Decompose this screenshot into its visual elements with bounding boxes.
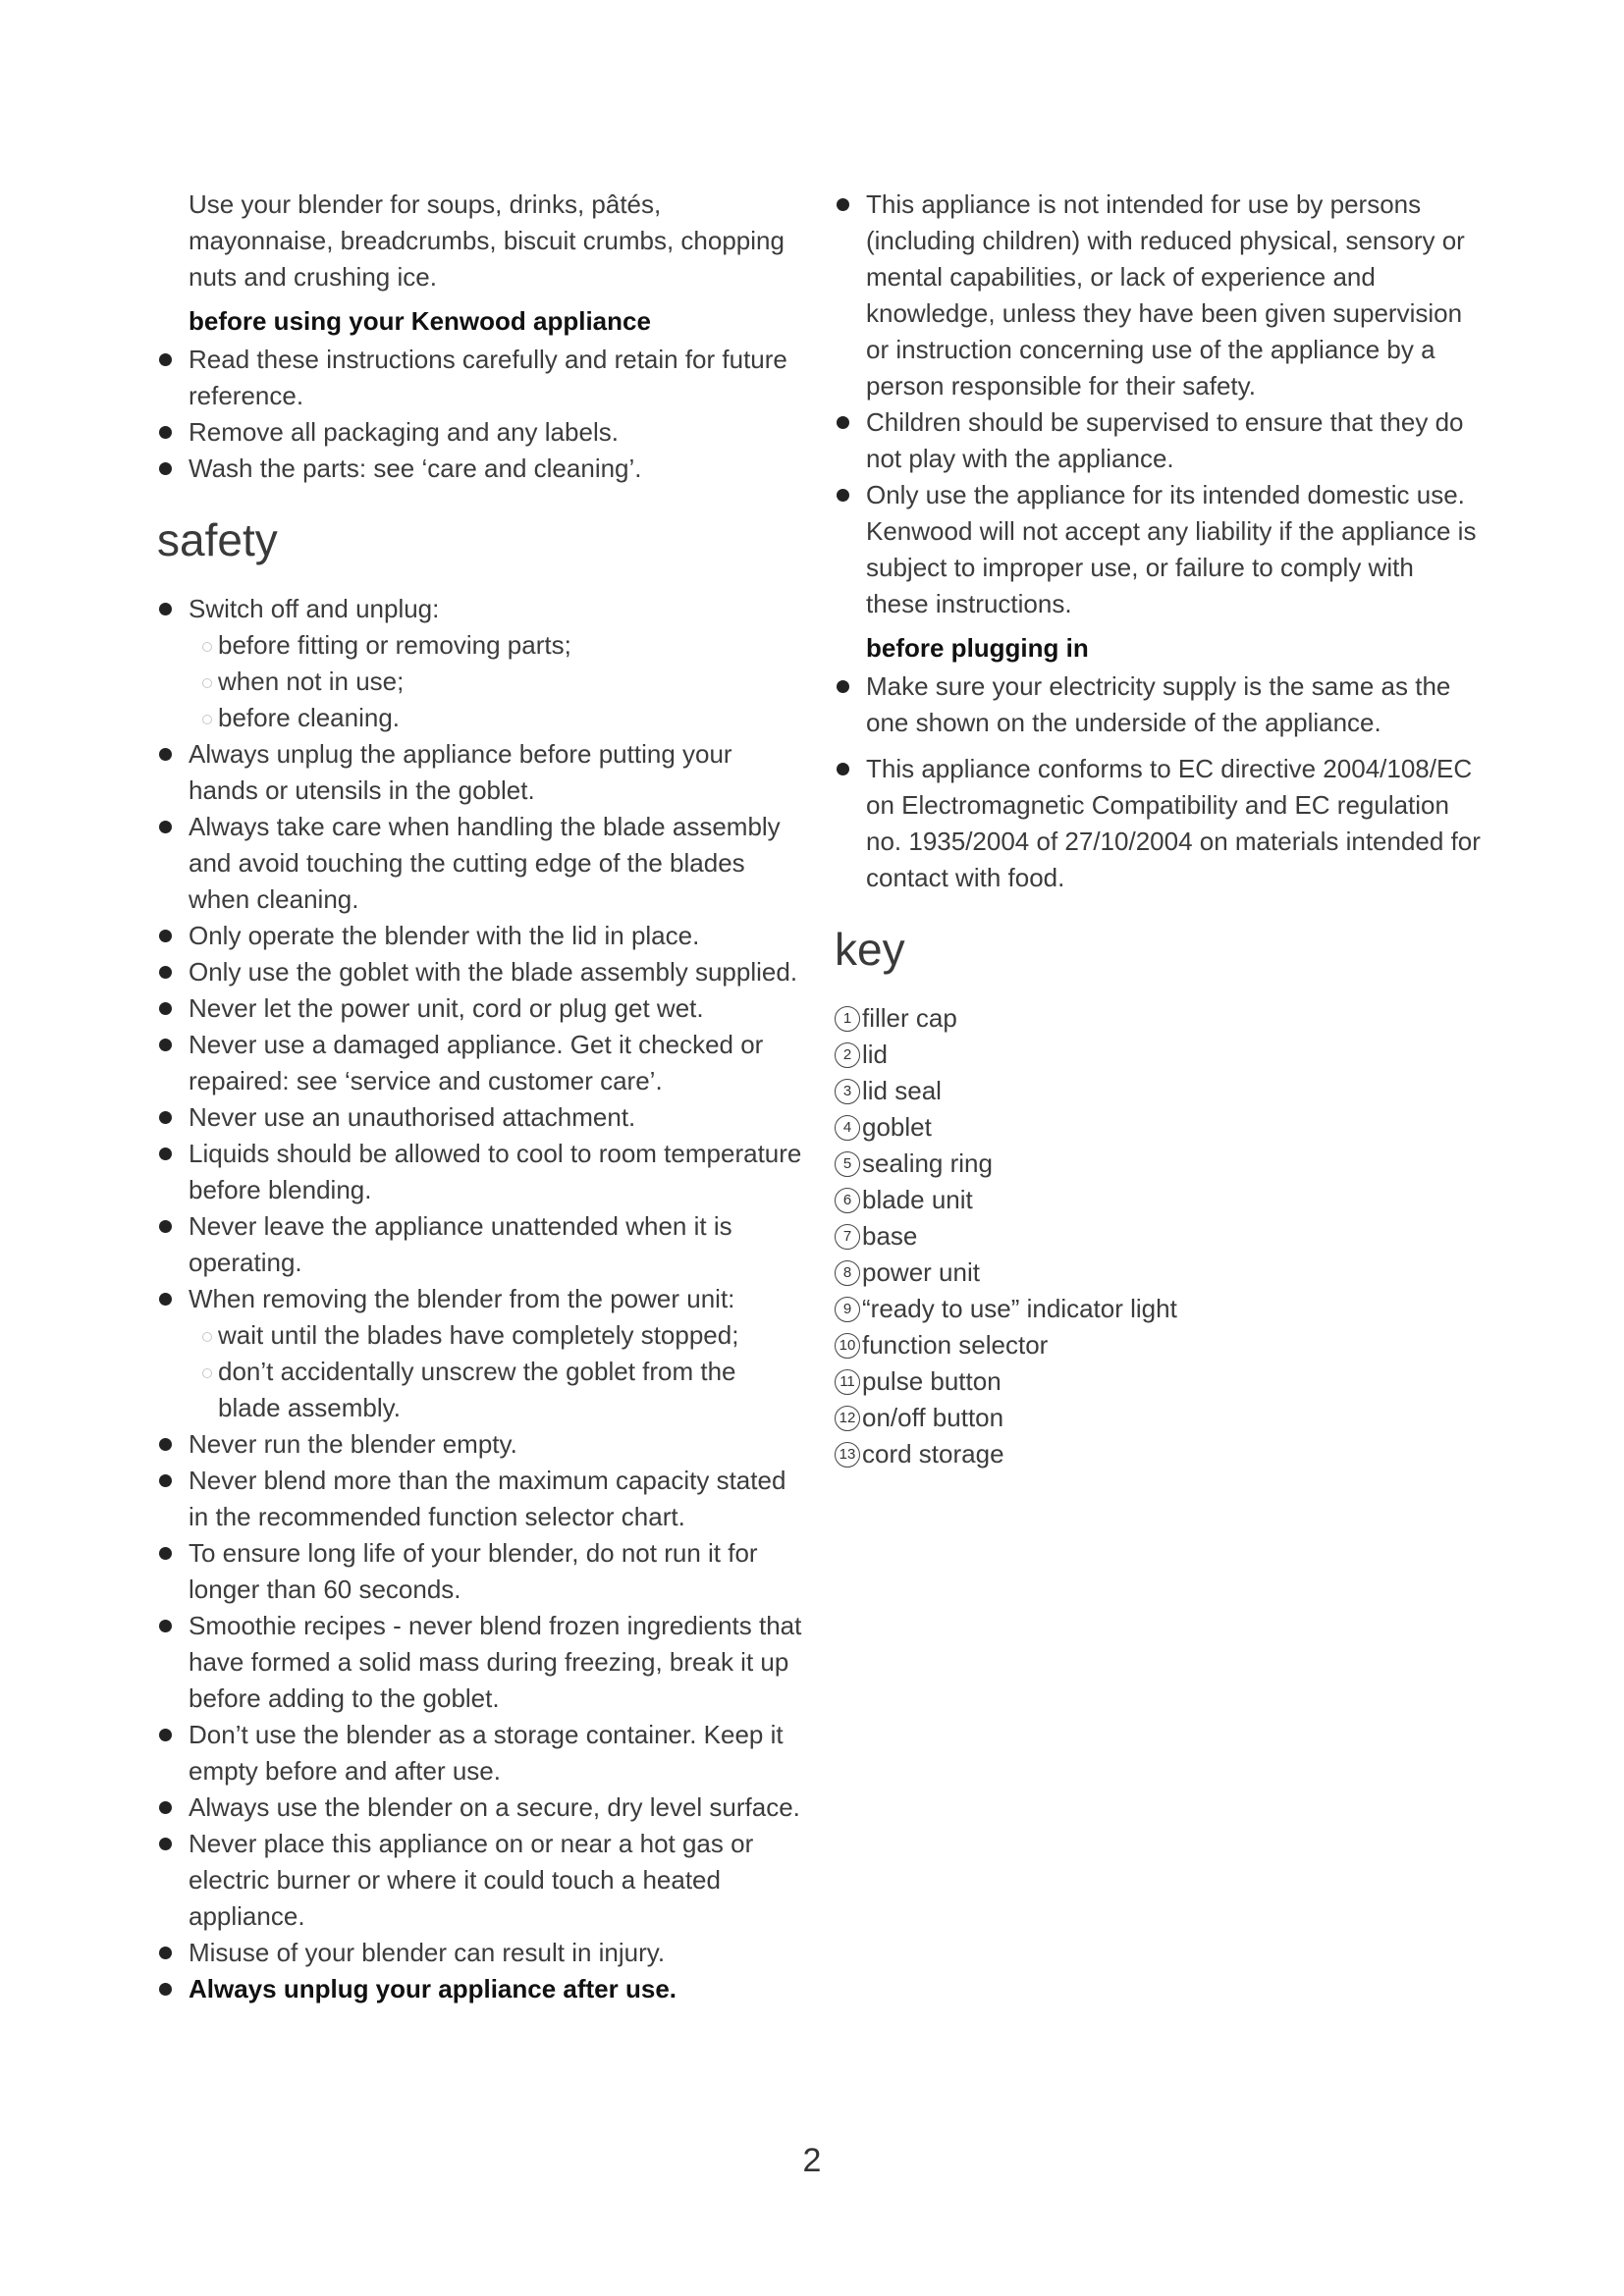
number-badge: 4	[835, 1115, 860, 1141]
list-item: Make sure your electricity supply is the same as the one shown on the underside of the appliance.	[835, 668, 1483, 741]
number-badge: 5	[835, 1151, 860, 1177]
list-item: Always take care when handling the blade assembly and avoid touching the cutting edge of the blades when cleaning.	[157, 809, 805, 918]
key-list	[835, 1000, 1483, 1472]
number-badge: 1	[835, 1006, 860, 1032]
safety-list	[157, 591, 805, 2007]
key-item	[835, 1436, 1483, 1472]
key-item	[835, 1327, 1483, 1363]
key-label: sealing ring	[862, 1148, 993, 1178]
key-item	[835, 1182, 1483, 1218]
key-item	[835, 1291, 1483, 1327]
list-item: Misuse of your blender can result in injury.	[157, 1935, 805, 1971]
list-item: Children should be supervised to ensure that they do not play with the appliance.	[835, 404, 1483, 477]
list-item: Always unplug the appliance before putting your hands or utensils in the goblet.	[157, 736, 805, 809]
key-label: power unit	[862, 1257, 980, 1287]
safety-heading: safety	[157, 514, 278, 565]
list-item: Read these instructions carefully and retain for future reference.	[157, 342, 805, 414]
list-item: Never run the blender empty.	[157, 1426, 805, 1463]
list-item: Never use a damaged appliance. Get it checked or repaired: see ‘service and customer care’.	[157, 1027, 805, 1099]
safety-list-continued	[835, 187, 1483, 622]
number-badge: 13	[835, 1442, 860, 1468]
sub-item: before fitting or removing parts;	[189, 627, 805, 664]
sub-item: before cleaning.	[189, 700, 805, 736]
list-item	[157, 1281, 805, 1426]
key-label: goblet	[862, 1112, 932, 1142]
page-number: 2	[802, 2142, 822, 2179]
list-item: Always use the blender on a secure, dry level surface.	[157, 1789, 805, 1826]
before-using-list	[157, 342, 805, 487]
intro-text: Use your blender for soups, drinks, pâtés, mayonnaise, breadcrumbs, biscuit crumbs, chopping nuts and crushing ice.	[189, 189, 785, 292]
key-label: blade unit	[862, 1185, 973, 1214]
left-column	[157, 187, 805, 2007]
key-label: function selector	[862, 1330, 1049, 1360]
right-column	[835, 187, 1483, 1472]
key-label: on/off button	[862, 1403, 1004, 1432]
key-label: “ready to use” indicator light	[862, 1294, 1177, 1323]
key-label: lid seal	[862, 1076, 942, 1105]
list-item: Smoothie recipes - never blend frozen ingredients that have formed a solid mass during freezing, break it up before adding to the goblet.	[157, 1608, 805, 1717]
list-item	[157, 591, 805, 736]
list-item: Liquids should be allowed to cool to room temperature before blending.	[157, 1136, 805, 1208]
key-item	[835, 1037, 1483, 1073]
sub-item: wait until the blades have completely stopped;	[189, 1317, 805, 1354]
list-item: Never place this appliance on or near a hot gas or electric burner or where it could touch a heated appliance.	[157, 1826, 805, 1935]
list-item: Only operate the blender with the lid in place.	[157, 918, 805, 954]
list-item: Wash the parts: see ‘care and cleaning’.	[157, 451, 805, 487]
list-item: Never let the power unit, cord or plug get wet.	[157, 990, 805, 1027]
list-item: Only use the appliance for its intended domestic use. Kenwood will not accept any liability if the appliance is subject to improper use, or failure to comply with these instructions.	[835, 477, 1483, 622]
number-badge: 9	[835, 1297, 860, 1322]
list-item: Never use an unauthorised attachment.	[157, 1099, 805, 1136]
list-item-text: When removing the blender from the power unit:	[189, 1284, 735, 1313]
list-item: Remove all packaging and any labels.	[157, 414, 805, 451]
number-badge: 7	[835, 1224, 860, 1250]
sub-item: when not in use;	[189, 664, 805, 700]
number-badge: 8	[835, 1260, 860, 1286]
number-badge: 12	[835, 1406, 860, 1431]
list-item-emphasis: Always unplug your appliance after use.	[157, 1971, 805, 2007]
key-item	[835, 1363, 1483, 1400]
list-item: Never blend more than the maximum capacity stated in the recommended function selector chart.	[157, 1463, 805, 1535]
list-item: This appliance conforms to EC directive 2004/108/EC on Electromagnetic Compatibility and EC regulation no. 1935/2004 of 27/10/2004 on materials intended for contact with food.	[835, 751, 1483, 896]
number-badge: 6	[835, 1188, 860, 1213]
key-item	[835, 1255, 1483, 1291]
sub-item: don’t accidentally unscrew the goblet from the blade assembly.	[189, 1354, 805, 1426]
number-badge: 3	[835, 1079, 860, 1104]
list-item: Never leave the appliance unattended when it is operating.	[157, 1208, 805, 1281]
key-item	[835, 1000, 1483, 1037]
key-item	[835, 1218, 1483, 1255]
number-badge: 10	[835, 1333, 860, 1359]
number-badge: 11	[835, 1369, 860, 1395]
list-item-text: Switch off and unplug:	[189, 594, 440, 623]
before-plugging-list	[835, 668, 1483, 896]
list-item: To ensure long life of your blender, do not run it for longer than 60 seconds.	[157, 1535, 805, 1608]
list-item: Don’t use the blender as a storage container. Keep it empty before and after use.	[157, 1717, 805, 1789]
key-heading: key	[835, 924, 905, 975]
key-label: pulse button	[862, 1366, 1001, 1396]
before-plugging-heading: before plugging in	[866, 633, 1089, 663]
key-label: base	[862, 1221, 918, 1251]
key-label: cord storage	[862, 1439, 1004, 1468]
list-item: This appliance is not intended for use by persons (including children) with reduced physical, sensory or mental capabilities, or lack of experience and knowledge, unless they have been given supervision or instruction concerning use of the appliance by a person responsible for their safety.	[835, 187, 1483, 404]
list-item: Only use the goblet with the blade assembly supplied.	[157, 954, 805, 990]
before-using-heading: before using your Kenwood appliance	[189, 306, 651, 336]
key-item	[835, 1109, 1483, 1146]
key-item	[835, 1146, 1483, 1182]
key-label: lid	[862, 1040, 889, 1069]
key-item	[835, 1073, 1483, 1109]
key-label: filler cap	[862, 1003, 957, 1033]
number-badge: 2	[835, 1042, 860, 1068]
key-item	[835, 1400, 1483, 1436]
